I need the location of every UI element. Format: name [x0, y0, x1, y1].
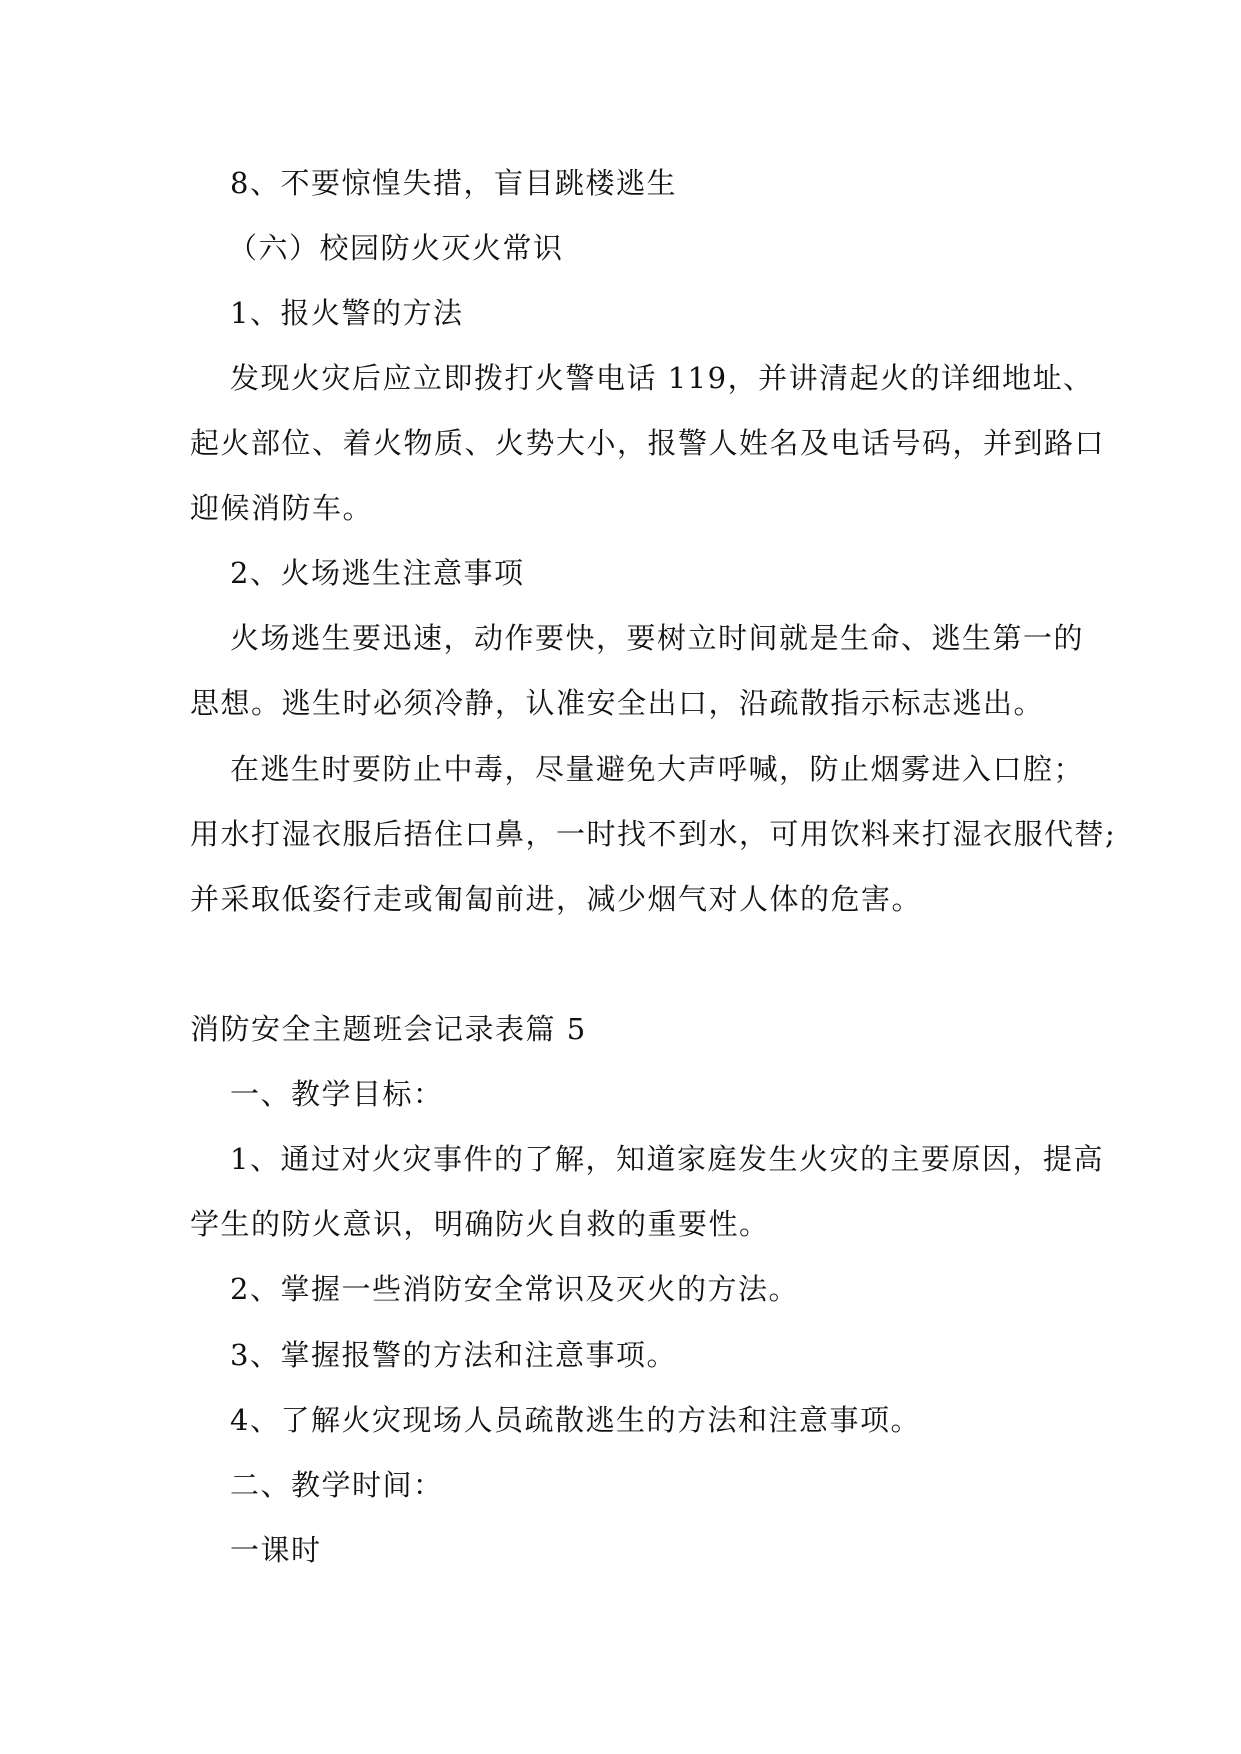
- text-line: 8、不要惊惶失措，盲目跳楼逃生: [230, 166, 677, 200]
- paragraph-line: 迎候消防车。: [190, 491, 374, 525]
- document-title: 消防安全主题班会记录表篇 5: [190, 1012, 587, 1046]
- paragraph-line: 并采取低姿行走或匍匐前进，减少烟气对人体的危害。: [190, 882, 923, 916]
- paragraph-line: 学生的防火意识，明确防火自救的重要性。: [190, 1207, 770, 1241]
- paragraph-line: 用水打湿衣服后捂住口鼻，一时找不到水，可用饮料来打湿衣服代替;: [190, 817, 1117, 851]
- paragraph-line: 火场逃生要迅速，动作要快，要树立时间就是生命、逃生第一的: [230, 621, 1085, 655]
- subheading: 1、报火警的方法: [230, 296, 464, 330]
- subheading: 2、火场逃生注意事项: [230, 556, 525, 590]
- paragraph-line: 起火部位、着火物质、火势大小，报警人姓名及电话号码，并到路口: [190, 426, 1106, 460]
- section-heading: 一、教学目标：: [230, 1077, 444, 1111]
- text-line: 一课时: [230, 1533, 322, 1567]
- list-item: 3、掌握报警的方法和注意事项。: [230, 1338, 677, 1372]
- list-item: 2、掌握一些消防安全常识及灭火的方法。: [230, 1272, 799, 1306]
- paragraph-line: 1、通过对火灾事件的了解，知道家庭发生火灾的主要原因，提高: [230, 1142, 1104, 1176]
- section-heading: 二、教学时间：: [230, 1468, 444, 1502]
- paragraph-line: 发现火灾后应立即拨打火警电话 119，并讲清起火的详细地址、: [230, 361, 1094, 395]
- list-item: 4、了解火灾现场人员疏散逃生的方法和注意事项。: [230, 1403, 921, 1437]
- section-heading: （六）校园防火灭火常识: [228, 231, 564, 265]
- paragraph-line: 在逃生时要防止中毒，尽量避免大声呼喊，防止烟雾进入口腔；: [230, 752, 1085, 786]
- paragraph-line: 思想。逃生时必须冷静，认准安全出口，沿疏散指示标志逃出。: [190, 686, 1045, 720]
